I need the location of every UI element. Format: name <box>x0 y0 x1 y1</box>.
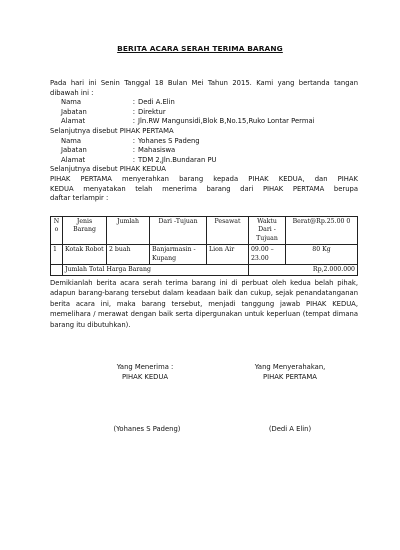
party1-name-row <box>50 98 358 108</box>
field-label: Nama <box>61 98 82 107</box>
party2-address-row <box>50 156 358 166</box>
giver-label: Yang Menyerahakan, <box>254 363 326 371</box>
field-value: Yohanes S Padeng <box>138 136 200 145</box>
header-cell: Pesawat <box>207 217 249 245</box>
table-cell: Banjarmasin - Kupang <box>150 245 207 265</box>
table-header-row <box>51 217 358 245</box>
table-cell: 09.00 – 23.00 <box>249 245 286 265</box>
colon: : <box>132 146 135 155</box>
total-value: Rp,2.000.000 <box>249 265 358 276</box>
table-cell: 1 <box>51 245 63 265</box>
header-cell: Jenis Barang <box>63 217 107 245</box>
field-value: Dedi A.Elin <box>138 98 175 107</box>
colon: : <box>132 155 135 164</box>
header-cell: N o <box>51 217 63 245</box>
header-cell: Jumlah <box>107 217 150 245</box>
receiver-signature-block <box>90 363 200 382</box>
receiver-label: Yang Menerima : <box>116 363 174 371</box>
field-label: Alamat <box>61 117 86 126</box>
receiver-name: (Yohanes S Padeng) <box>113 425 181 433</box>
party1-address-row <box>50 117 358 127</box>
handover-line: daftar terlampir : <box>50 194 109 203</box>
field-value: Direktur <box>138 107 166 116</box>
field-label: Alamat <box>61 155 86 164</box>
document-title: BERITA ACARA SERAH TERIMA BARANG <box>117 44 283 53</box>
field-value: TDM 2,Jln.Bundaran PU <box>138 155 217 164</box>
colon: : <box>132 98 135 107</box>
party2-role-row <box>50 146 358 156</box>
colon: : <box>132 117 135 126</box>
handover-line: PIHAK PERTAMA menyerahkan barang kepada PIHAK KEDUA, dan PIHAK <box>50 174 358 183</box>
header-cell: Berat@Rp.25.00 0 <box>286 217 358 245</box>
intro-paragraph: Pada hari ini Senin Tanggal 18 Bulan Mei Tahun 2015. Kami yang bertanda tangan dibawah ini : <box>50 79 358 97</box>
giver-role: PIHAK PERTAMA <box>263 372 317 381</box>
total-label: Jumlah Total Harga Barang <box>63 265 249 276</box>
goods-table <box>50 216 358 276</box>
table-cell <box>51 265 63 276</box>
intro-block <box>50 79 358 204</box>
giver-signature-block <box>225 363 355 382</box>
field-value: Jln.RW Mangunsidi,Blok B,No.15,Ruko Lontar Permai <box>138 117 315 126</box>
party2-note: Selanjutnya disebut PIHAK KEDUA <box>50 165 166 174</box>
handover-line: KEDUA menyatakan telah menerima barang dari PIHAK PERTAMA berupa <box>50 184 358 193</box>
table-cell: 2 buah <box>107 245 150 265</box>
header-cell: Waktu Dari - Tujuan <box>249 217 286 245</box>
field-label: Nama <box>61 136 82 145</box>
receiver-role: PIHAK KEDUA <box>121 372 169 381</box>
header-cell: Dari -Tujuan <box>150 217 207 245</box>
field-label: Jabatan <box>61 146 87 155</box>
closing-paragraph: Demikianlah berita acara serah terima barang ini di perbuat oleh kedua belah pihak, adapun barang-barang tersebut dalam keadaan baik dan cukup, sejak penandatanganan berita acara ini, maka barang tersebut, menjadi tanggung jawab PIHAK KEDUA, memelihara / merawat dengan baik serta dipergunakan untuk keperluan (tempat dimana barang itu dibutuhkan). <box>50 279 358 329</box>
colon: : <box>132 107 135 116</box>
colon: : <box>132 136 135 145</box>
giver-name: (Dedi A Elin) <box>268 425 312 433</box>
table-row <box>51 245 358 265</box>
table-total-row <box>51 265 358 276</box>
field-value: Mahasiswa <box>138 146 176 155</box>
party2-name-row <box>50 137 358 147</box>
field-label: Jabatan <box>61 107 87 116</box>
table-cell: Kotak Robot <box>63 245 107 265</box>
party1-role-row <box>50 108 358 118</box>
table-cell: Lion Air <box>207 245 249 265</box>
party1-note: Selanjutnya disebut PIHAK PERTAMA <box>50 126 174 135</box>
table-cell: 80 Kg <box>286 245 358 265</box>
